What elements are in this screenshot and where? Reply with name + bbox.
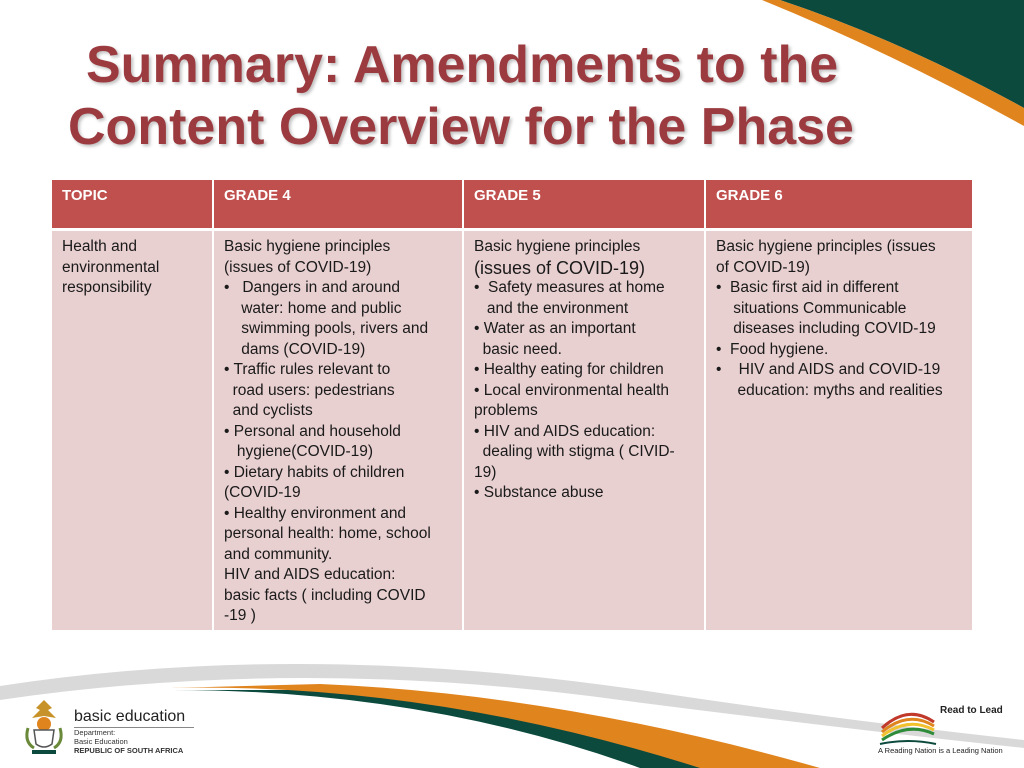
title-line-1: Summary: Amendments to the xyxy=(86,36,839,94)
cell-line: and the environment xyxy=(474,299,629,317)
cell-line: HIV and AIDS education: xyxy=(224,566,396,583)
dbe-subtitle-line: Basic Education xyxy=(74,737,128,746)
header-grade-5: GRADE 5 xyxy=(464,180,704,228)
cell-line: • Healthy environment and xyxy=(224,504,407,522)
cell-line: responsibility xyxy=(62,279,152,296)
cell-line: hygiene(COVID-19) xyxy=(224,443,374,460)
cell-line: • HIV and AIDS and COVID-19 xyxy=(716,361,941,378)
cell-line: • Substance abuse xyxy=(474,484,604,501)
bottom-orange-band xyxy=(170,684,820,768)
cell-line: (COVID-19 xyxy=(224,484,301,501)
header-topic: TOPIC xyxy=(52,180,212,228)
dbe-name: basic education xyxy=(74,708,186,725)
cell-line: environmental xyxy=(62,258,160,276)
cell-line: • Local environmental health xyxy=(474,381,669,399)
cell-line: • HIV and AIDS education: xyxy=(474,422,656,440)
cell-grade-6 xyxy=(706,231,972,630)
cell-line: Health and xyxy=(62,238,137,255)
header-grade-4: GRADE 4 xyxy=(214,180,462,228)
cell-grade-5 xyxy=(464,231,704,630)
cell-line: of COVID-19) xyxy=(716,258,810,276)
cell-line: • Water as an important xyxy=(474,320,636,337)
cell-line: situations Communicable xyxy=(716,299,907,317)
content-table xyxy=(52,180,972,630)
grade-5-list xyxy=(474,278,694,504)
cell-line: • Dangers in and around xyxy=(224,279,401,296)
header-grade-6: GRADE 6 xyxy=(706,180,972,228)
cell-line: • Personal and household xyxy=(224,422,401,440)
cell-line: Basic hygiene principles (issues xyxy=(716,238,936,255)
cell-line: and community. xyxy=(224,545,333,563)
cell-line: 19) xyxy=(474,463,497,481)
cell-line: water: home and public xyxy=(224,299,402,317)
cell-line: dams (COVID-19) xyxy=(224,340,366,358)
cell-line: • Dietary habits of children xyxy=(224,463,405,481)
cell-line: personal health: home, school xyxy=(224,525,431,542)
cell-line: and cyclists xyxy=(224,402,313,419)
cell-line: basic facts ( including COVID xyxy=(224,586,426,604)
cell-line: Basic hygiene principles xyxy=(474,238,641,255)
cell-line: diseases including COVID-19 xyxy=(716,320,936,337)
cell-line: dealing with stigma ( CIVID- xyxy=(474,443,675,460)
dbe-subtitle-line: REPUBLIC OF SOUTH AFRICA xyxy=(74,746,184,755)
title-line-2: Content Overview for the Phase xyxy=(68,98,854,156)
cell-line: Basic hygiene principles xyxy=(224,238,391,255)
cell-grade-4 xyxy=(214,231,462,630)
cell-line: basic need. xyxy=(474,340,562,358)
slide-title xyxy=(60,34,960,158)
cell-line: • Basic first aid in different xyxy=(716,279,899,296)
read-to-lead-logo xyxy=(876,700,1016,762)
cell-line: • Healthy eating for children xyxy=(474,361,664,378)
basic-education-logo xyxy=(22,698,202,758)
cell-line: (issues of COVID-19) xyxy=(474,257,646,278)
cell-line: swimming pools, rivers and xyxy=(224,320,429,337)
cell-topic xyxy=(52,231,212,630)
cell-line: • Traffic rules relevant to xyxy=(224,361,391,378)
coat-of-arms-icon xyxy=(22,698,66,756)
read-to-lead-title: Read to Lead xyxy=(940,705,1003,716)
cell-line: road users: pedestrians xyxy=(224,381,395,399)
cell-line: (issues of COVID-19) xyxy=(224,258,372,276)
cell-line: education: myths and realities xyxy=(716,381,943,399)
cell-line: -19 ) xyxy=(224,607,256,624)
cell-line: • Food hygiene. xyxy=(716,340,829,358)
cell-line: • Safety measures at home xyxy=(474,279,665,296)
read-to-lead-tagline: A Reading Nation is a Leading Nation xyxy=(878,746,1003,755)
cell-line: problems xyxy=(474,402,538,419)
open-book-icon xyxy=(878,702,938,746)
dbe-subtitle-line: Department: xyxy=(74,728,116,737)
dbe-subtitle xyxy=(74,728,183,755)
